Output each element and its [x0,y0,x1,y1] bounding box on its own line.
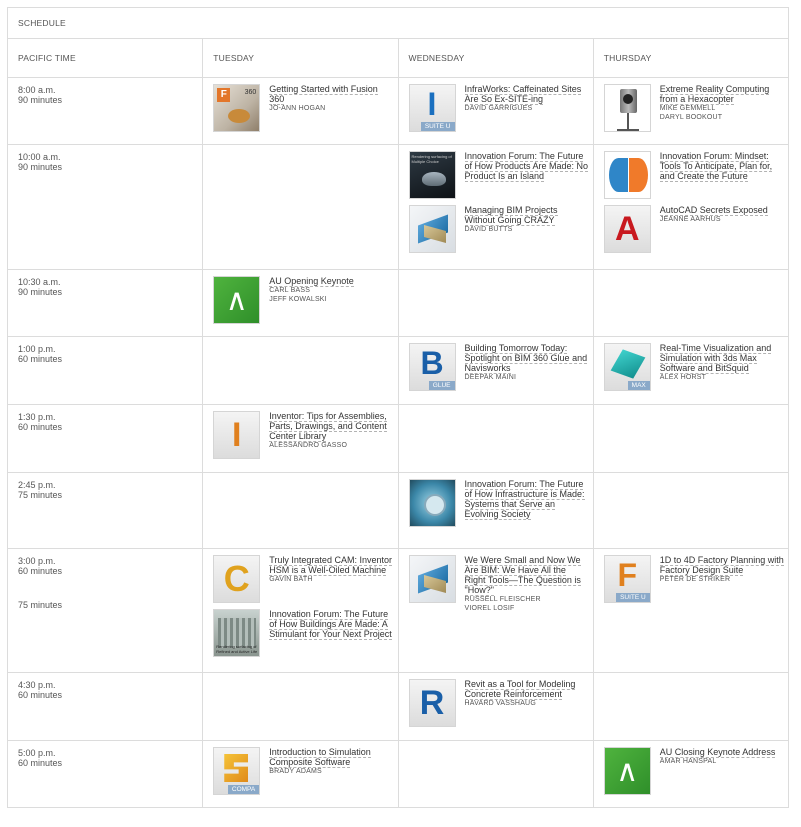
brain-icon[interactable] [604,151,651,199]
products-forum-icon[interactable]: Rendering surfacing of Multiple Choice [409,151,456,199]
session-item [399,199,593,253]
session-cell-thu [593,145,788,270]
session-cell-wed [398,145,593,270]
speaker-name: JEFF KOWALSKI [269,296,327,303]
col-header-time: PACIFIC TIME [8,39,203,78]
duration-label: 60 minutes [18,354,63,364]
session-cell-tue [203,78,398,145]
session-title-link[interactable]: Building Tomorrow Today: Spotlight on BIM 360 Glue and Navisworks [464,343,588,373]
session-item [203,270,397,324]
session-item [203,741,397,795]
session-cell-wed [398,741,593,808]
session-cell-tue [203,473,398,549]
session-cell-tue [203,673,398,741]
speaker-name: DEEPAK MAINI [464,374,517,381]
product-badge: SUITE U [616,593,650,602]
speaker-name: ALEX HORST [659,374,707,381]
speaker-name: GAVIN BATH [269,576,313,583]
time-label: 1:00 p.m. [18,344,56,354]
time-cell [8,145,203,270]
session-title-link[interactable]: Revit as a Tool for Modeling Concrete Reinforcement [464,679,576,699]
session-cell-thu [593,673,788,741]
bim-glue-icon[interactable]: B GLUE [409,343,456,391]
time-cell [8,270,203,337]
duration-label: 90 minutes [18,287,63,297]
cam-icon[interactable]: C [213,555,260,603]
session-cell-thu [593,549,788,673]
session-title-link[interactable]: Real-Time Visualization and Simulation with 3ds Max Software and BitSquid [659,343,772,373]
session-title-link[interactable]: Innovation Forum: Mindset: Tools To Anticipate, Plan for, and Create the Future [659,151,773,181]
session-item [594,145,788,199]
session-cell-wed [398,673,593,741]
session-item [399,473,593,527]
session-title-link[interactable]: AutoCAD Secrets Exposed [659,205,768,215]
fusion-360-icon[interactable]: F 360 [213,84,260,132]
factory-design-icon[interactable]: F SUITE U [604,555,651,603]
session-title-link[interactable]: Extreme Reality Computing from a Hexacopter [659,84,770,104]
speaker-name: CARL BASS [269,287,311,294]
session-cell-tue [203,405,398,473]
schedule-row [8,741,789,808]
schedule-row [8,405,789,473]
session-item [594,199,788,253]
session-cell-thu [593,405,788,473]
session-title-link[interactable]: Innovation Forum: The Future of How Products Are Made: No Product Is an Island [464,151,589,181]
speaker-name: DAVID GARRIGUES [464,105,533,112]
session-cell-wed [398,337,593,405]
speaker-name: RUSSELL FLEISCHER [464,596,541,603]
schedule-row [8,78,789,145]
schedule-container [7,7,789,808]
time-cell [8,78,203,145]
session-title-link[interactable]: Inventor: Tips for Assemblies, Parts, Drawings, and Content Center Library [269,411,387,441]
autocad-icon[interactable]: A [604,205,651,253]
speaker-name: PETER DE STRIKER [659,576,731,583]
session-item [594,549,788,603]
speaker-name: ALESSANDRO GASSO [269,442,348,449]
product-badge: GLUE [429,381,455,390]
time-cell [8,741,203,808]
time-cell [8,405,203,473]
duration-label: 75 minutes [18,490,63,500]
speaker-name: MIKE GEMMELL [659,105,716,112]
schedule-table [7,7,789,808]
session-cell-thu [593,78,788,145]
product-badge: COMPA [228,785,259,794]
time-label: 1:30 p.m. [18,412,56,422]
session-cell-tue [203,549,398,673]
session-title-link[interactable]: AU Opening Keynote [269,276,354,286]
session-item [594,337,788,391]
speaker-name: JO-ANN HOGAN [269,105,326,112]
session-item [203,405,397,459]
session-title-link[interactable]: Innovation Forum: The Future of How Infrastructure is Made: Systems that Serve an Evolving Society [464,479,585,519]
duration-label: 60 minutes [18,690,63,700]
session-title-link[interactable]: AU Closing Keynote Address [659,747,776,757]
session-title-link[interactable]: Managing BIM Projects Without Going CRAZY [464,205,558,225]
bim-project-icon[interactable] [409,205,456,253]
time-label: 8:00 a.m. [18,85,56,95]
session-title-link[interactable]: InfraWorks: Caffeinated Sites Are So Ex-SITE-ing [464,84,582,104]
au-logo-icon[interactable]: ∧ [604,747,651,795]
time-cell [8,673,203,741]
session-cell-thu [593,337,788,405]
time-label: 4:30 p.m. [18,680,56,690]
session-item [399,78,593,132]
laser-scanner-icon[interactable] [604,84,651,132]
schedule-row [8,145,789,270]
speaker-name: VIOREL LOSIF [464,605,515,612]
product-badge: MAX [628,381,650,390]
speaker-name: AMAR HANSPAL [659,758,717,765]
schedule-row [8,473,789,549]
session-cell-thu [593,473,788,549]
revit-icon[interactable]: R [409,679,456,727]
3ds-max-icon[interactable] [604,343,651,391]
session-cell-tue [203,270,398,337]
schedule-caption: SCHEDULE [8,8,789,39]
time-label: 10:30 a.m. [18,277,61,287]
col-header-wednesday: WEDNESDAY [398,39,593,78]
session-item [399,549,593,613]
schedule-row [8,549,789,673]
session-title-link[interactable]: Truly Integrated CAM: Inventor HSM is a Well-Oiled Machine [269,555,392,575]
session-cell-wed [398,549,593,673]
inventor-icon[interactable]: I [213,411,260,459]
session-title-link[interactable]: Innovation Forum: The Future of How Buildings Are Made: A Stimulant for Your Next Project [269,609,392,639]
session-cell-wed [398,473,593,549]
duration-label: 60 minutes [18,566,63,576]
session-item [203,549,397,603]
speaker-name: JEANNE AARHUS [659,216,721,223]
product-badge: SUITE U [421,122,455,131]
duration-label: 60 minutes [18,758,63,768]
session-cell-thu [593,741,788,808]
infrastructure-forum-icon[interactable] [409,479,456,527]
time-label: 3:00 p.m. [18,556,56,566]
duration-label-secondary: 75 minutes [18,600,63,610]
session-title-link[interactable]: Introduction to Simulation Composite Software [269,747,371,767]
duration-label: 60 minutes [18,422,63,432]
session-item [399,145,593,199]
infraworks-suite-icon[interactable]: I SUITE U [409,84,456,132]
session-cell-tue [203,145,398,270]
simulation-composite-icon[interactable] [213,747,260,795]
speaker-name: HAVARD VASSHAUG [464,700,536,707]
session-item [594,741,788,795]
schedule-row [8,673,789,741]
col-header-tuesday: TUESDAY [203,39,398,78]
speaker-name: DARYL BOOKOUT [659,114,723,121]
duration-label: 90 minutes [18,95,63,105]
session-cell-thu [593,270,788,337]
duration-label: 90 minutes [18,162,63,172]
session-item [203,603,397,657]
time-cell [8,337,203,405]
col-header-thursday: THURSDAY [593,39,788,78]
schedule-row [8,337,789,405]
session-title-link[interactable]: 1D to 4D Factory Planning with Factory Design Suite [659,555,784,575]
schedule-row [8,270,789,337]
session-cell-tue [203,741,398,808]
time-cell [8,549,203,673]
session-title-link[interactable]: Getting Started with Fusion 360 [269,84,378,104]
bim-tools-icon[interactable] [409,555,456,603]
speaker-name: DAVID BUTTS [464,226,513,233]
session-title-link[interactable]: We Were Small and Now We Are BIM: We Have All the Right Tools—The Question is "How?" [464,555,581,595]
session-cell-tue [203,337,398,405]
time-label: 10:00 a.m. [18,152,61,162]
session-cell-wed [398,405,593,473]
session-cell-wed [398,270,593,337]
time-label: 2:45 p.m. [18,480,56,490]
speaker-name: BRADY ADAMS [269,768,322,775]
time-cell [8,473,203,549]
session-item [594,78,788,132]
session-cell-wed [398,78,593,145]
session-item [203,78,397,132]
buildings-forum-icon[interactable]: Rendering surfacing of Refined and Active Life [213,609,260,657]
session-item [399,337,593,391]
time-label: 5:00 p.m. [18,748,56,758]
session-item [399,673,593,727]
au-logo-icon[interactable]: ∧ [213,276,260,324]
